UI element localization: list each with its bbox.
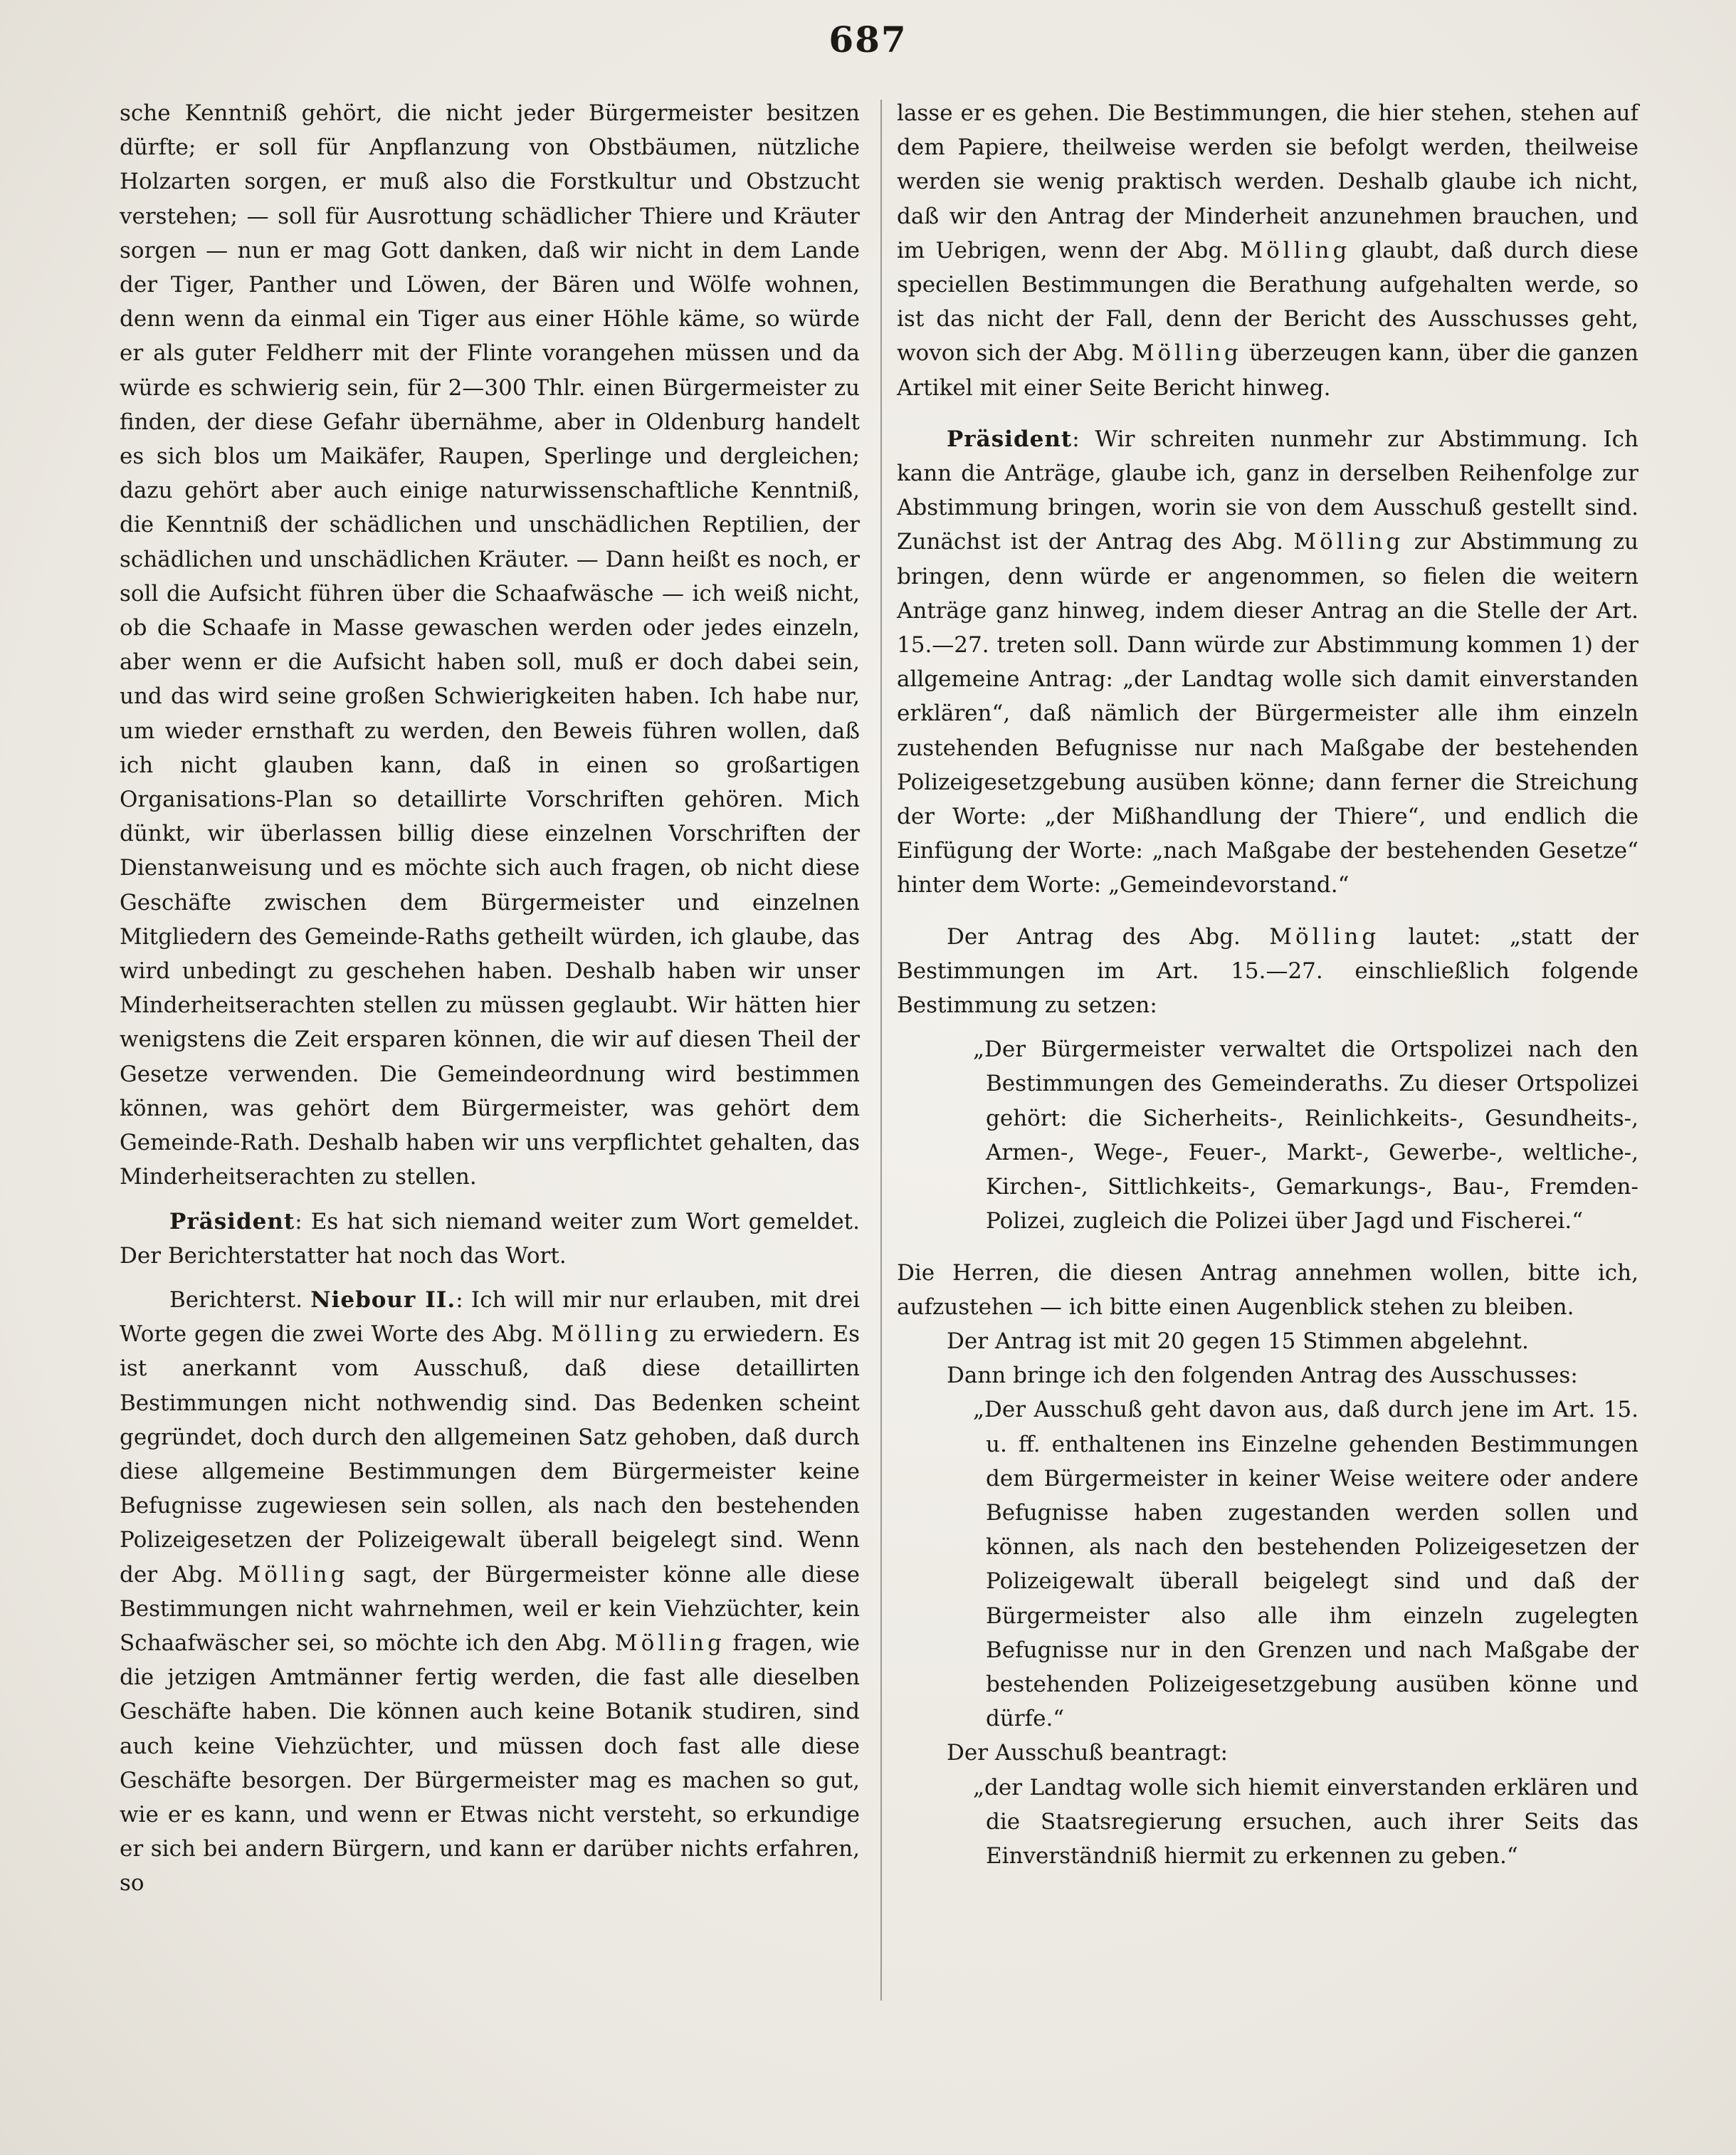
speaker-name: Präsident xyxy=(947,426,1073,452)
column-divider xyxy=(880,100,882,2001)
paragraph-text: zu erwiedern. Es ist anerkannt vom Ausschuß, daß diese detaillirten Bestimmungen nicht nothwendig sind. Das Bedenken scheint gegründet, doch durch den allgemeinen Satz gehoben, daß durch diese allgemeine Bestimmungen dem Bürgermeister keine Befugnisse zugewiesen sein sollen, als nach den bestehenden Polizeigesetzen der Polizeigewalt überall beigelegt sind. Wenn der Abg. xyxy=(120,1321,860,1588)
right-paragraph-3 xyxy=(897,920,1638,1023)
right-paragraph-7: Der Ausschuß beantragt: xyxy=(947,1740,1229,1766)
left-paragraph-3 xyxy=(120,1283,860,1901)
right-paragraph-4: Die Herren, die diesen Antrag annehmen wollen, bitte ich, aufzustehen — ich bitte einen Augenblick stehen zu bleiben. xyxy=(897,1259,1638,1320)
speaker-name: Präsident xyxy=(169,1208,295,1234)
member-name: Mölling xyxy=(238,1561,349,1588)
speaker-role: Berichterst. xyxy=(169,1286,311,1313)
right-paragraph-1 xyxy=(897,96,1638,405)
member-name: Mölling xyxy=(1240,237,1351,263)
right-column xyxy=(897,96,1638,1873)
member-name: Mölling xyxy=(1269,923,1380,950)
member-name: Mölling xyxy=(1293,529,1404,555)
left-column xyxy=(120,96,860,1901)
paragraph-text: : Ich will mir nur erlauben, mit drei Worte gegen die zwei Worte des Abg. xyxy=(120,1286,860,1348)
quoted-motion-3: „der Landtag wolle sich hiemit einverstanden erklären und die Staatsregierung ersuchen, auch ihrer Seits das Einverständniß hiermit zu erkennen zu geben.“ xyxy=(973,1774,1638,1869)
paragraph-text: glaubt, daß durch diese speciellen Bestimmungen die Berathung aufgehalten werde, so ist das nicht der Fall, denn der Bericht des Ausschusses geht, wovon sich der Abg. xyxy=(897,237,1638,367)
right-paragraph-6: Dann bringe ich den folgenden Antrag des Ausschusses: xyxy=(947,1363,1578,1389)
paragraph-text: : Es hat sich niemand weiter zum Wort gemeldet. Der Berichterstatter hat noch das Wort. xyxy=(120,1208,860,1269)
paragraph-text: lasse er es gehen. Die Bestimmungen, die hier stehen, stehen auf dem Papiere, theilweise werden sie befolgt werden, theilweise werden sie wenig praktisch werden. Deshalb glaube ich nicht, daß wir den Antrag der Minderheit anzunehmen brauchen, und im Uebrigen, wenn der Abg. xyxy=(897,100,1638,263)
right-paragraph-5: Der Antrag ist mit 20 gegen 15 Stimmen abgelehnt. xyxy=(947,1328,1529,1354)
member-name: Mölling xyxy=(1131,340,1242,367)
member-name: Mölling xyxy=(551,1321,662,1348)
paragraph-text: : Wir schreiten nunmehr zur Abstimmung. Ich kann die Anträge, glaube ich, ganz in derselben Reihenfolge zur Abstimmung bringen, worin sie von dem Ausschuß gestellt sind. Zunächst ist der Antrag des Abg. xyxy=(897,426,1638,555)
left-paragraph-2 xyxy=(120,1205,860,1273)
page-number: 687 xyxy=(828,19,908,61)
paragraph-text: sagt, der Bürgermeister könne alle diese Bestimmungen nicht wahrnehmen, weil er kein Viehzüchter, kein Schaafwäscher sei, so möchte ich den Abg. xyxy=(120,1561,860,1656)
member-name: Mölling xyxy=(614,1630,725,1656)
right-paragraph-2 xyxy=(897,422,1638,903)
speaker-name: Niebour II. xyxy=(310,1286,456,1313)
paragraph-text: Der Antrag des Abg. xyxy=(947,923,1270,950)
paragraph-text: fragen, wie die jetzigen Amtmänner fertig werden, die fast alle dieselben Geschäfte haben. Die können auch keine Botanik studiren, sind auch keine Viehzüchter, und müssen doch fast alle diese Geschäfte besorgen. Der Bürgermeister mag es machen so gut, wie er es kann, und wenn er Etwas nicht versteht, so erkundige er sich bei andern Bürgern, und kann er darüber nichts erfahren, so xyxy=(120,1630,860,1897)
paragraph-text: zur Abstimmung zu bringen, denn würde er angenommen, so fielen die weitern Anträge ganz hinweg, indem dieser Antrag an die Stelle der Art. 15.—27. treten soll. Dann würde zur Abstimmung kommen 1) der allgemeine Antrag: „der Landtag wolle sich damit einverstanden erklären“, daß nämlich der Bürgermeister alle ihm einzeln zustehenden Befugnisse nur nach Maßgabe der bestehenden Polizeigesetzgebung ausüben könne; dann ferner die Streichung der Worte: „der Mißhandlung der Thiere“, und endlich die Einfügung der Worte: „nach Maßgabe der bestehenden Gesetze“ hinter dem Worte: „Gemeindevorstand.“ xyxy=(897,529,1638,898)
quoted-motion-1: „Der Bürgermeister verwaltet die Ortspolizei nach den Bestimmungen des Gemeinderaths. Zu dieser Ortspolizei gehört: die Sicherheits-, Reinlichkeits-, Gesundheits-, Armen-, Wege-, Feuer-, Markt-, Gewerbe-, weltliche-, Kirchen-, Sittlichkeits-, Gemarkungs-, Bau-, Fremden-Polizei, zugleich die Polizei über Jagd und Fischerei.“ xyxy=(973,1037,1638,1234)
paragraph-text: lautet: „statt der Bestimmungen im Art. 15.—27. einschließlich folgende Bestimmung zu setzen: xyxy=(897,923,1638,1019)
paragraph-text: überzeugen kann, über die ganzen Artikel mit einer Seite Bericht hinweg. xyxy=(897,340,1638,401)
quoted-motion-2: „Der Ausschuß geht davon aus, daß durch jene im Art. 15. u. ff. enthaltenen ins Einzelne gehenden Bestimmungen dem Bürgermeister in keiner Weise weitere oder andere Befugnisse haben zugestanden werden sollen und können, als nach den bestehenden Polizeigesetzen der Polizeigewalt überall beigelegt sind und daß der Bürgermeister also alle ihm einzeln zugelegten Befugnisse nur in den Grenzen und nach Maßgabe der bestehenden Polizeigesetzgebung ausüben könne und dürfe.“ xyxy=(973,1397,1638,1732)
left-paragraph-1: sche Kenntniß gehört, die nicht jeder Bürgermeister besitzen dürfte; er soll für Anpflanzung von Obstbäumen, nützliche Holzarten sorgen, er muß also die Forstkultur und Obstzucht verstehen; — soll für Ausrottung schädlicher Thiere und Kräuter sorgen — nun er mag Gott danken, daß wir nicht in dem Lande der Tiger, Panther und Löwen, der Bären und Wölfe wohnen, denn wenn da einmal ein Tiger aus einer Höhle käme, so würde er als guter Feldherr mit der Flinte vorangehen müssen und da würde es schwierig sein, für 2—300 Thlr. einen Bürgermeister zu finden, der diese Gefahr übernähme, aber in Oldenburg handelt es sich blos um Maikäfer, Raupen, Sperlinge und dergleichen; dazu gehört aber auch einige naturwissenschaftliche Kenntniß, die Kenntniß der schädlichen und unschädlichen Reptilien, der schädlichen und unschädlichen Kräuter. — Dann heißt es noch, er soll die Aufsicht führen über die Schaafwäsche — ich weiß nicht, ob die Schaafe in Masse gewaschen werden oder jedes einzeln, aber wenn er die Aufsicht haben soll, muß er doch dabei sein, und das wird seine großen Schwierigkeiten haben. Ich habe nur, um wieder ernsthaft zu werden, den Beweis führen wollen, daß ich nicht glauben kann, daß in einen so großartigen Organisations-Plan so detaillirte Vorschriften gehören. Mich dünkt, wir überlassen billig diese einzelnen Vorschriften der Dienstanweisung und es möchte sich auch fragen, ob nicht diese Geschäfte zwischen dem Bürgermeister und einzelnen Mitgliedern des Gemeinde-Raths getheilt würden, ich glaube, das wird unbedingt zu geschehen haben. Deshalb haben wir unser Minderheitserachten stellen zu müssen geglaubt. Wir hätten hier wenigstens die Zeit ersparen können, die wir auf diesen Theil der Gesetze verwenden. Die Gemeindeordnung wird bestimmen können, was gehört dem Bürgermeister, was gehört dem Gemeinde-Rath. Deshalb haben wir uns verpflichtet gehalten, das Minderheitserachten zu stellen. xyxy=(120,100,860,1190)
